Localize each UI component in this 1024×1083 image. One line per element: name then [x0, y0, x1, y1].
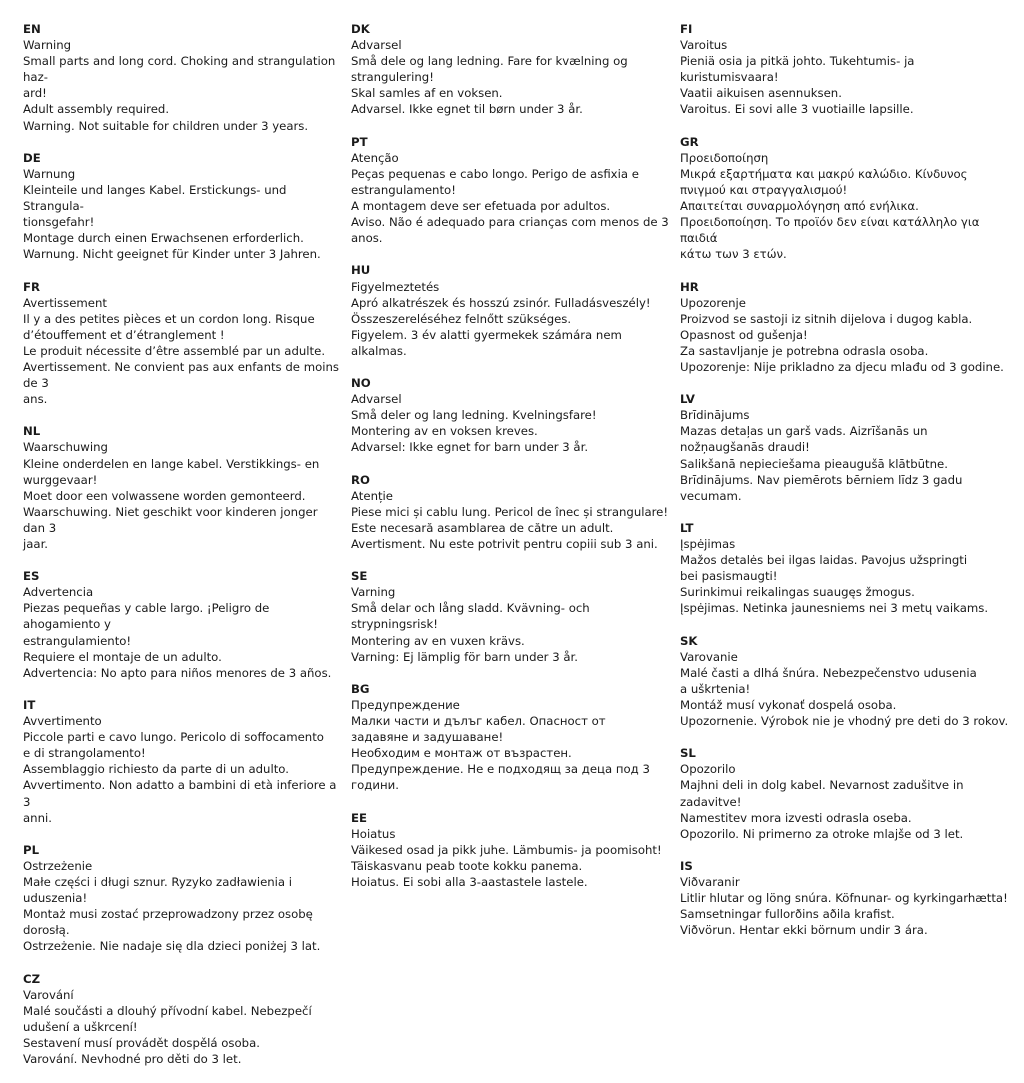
warning-heading: Įspėjimas: [680, 537, 736, 551]
warning-section-de: [23, 150, 341, 263]
warning-text-line: Kleinteile und langes Kabel. Erstickungs- und Strangula-: [23, 182, 291, 214]
warning-text-line: Advarsel. Ikke egnet til børn under 3 år.: [351, 102, 583, 117]
warning-text-line: Vaatii aikuisen asennuksen.: [680, 86, 842, 101]
warning-text-line: Kleine onderdelen en lange kabel. Verstikkings- en: [23, 456, 320, 471]
warning-text-line: Απαιτείται συναρμολόγηση από ενήλικα.: [680, 199, 919, 214]
warning-text-line: Za sastavljanje je potrebna odrasla osoba.: [680, 343, 929, 358]
warning-text-line: κάτω των 3 ετών.: [680, 247, 787, 262]
warning-text-line: Il y a des petites pièces et un cordon long. Risque: [23, 311, 315, 326]
warning-text-line: Litlir hlutar og löng snúra. Köfnunar- og kyrkingarhætta!: [680, 891, 1008, 906]
warning-heading: Brīdinājums: [680, 408, 750, 423]
language-code: BG: [351, 681, 370, 696]
warning-section-sk: [680, 633, 1010, 730]
warning-text-line: estrangulamento!: [351, 182, 456, 197]
warning-section-sl: [680, 745, 1010, 842]
warning-text-line: Aviso. Não é adequado para crianças com menos de 3: [351, 215, 669, 230]
warning-section-hu: [351, 262, 671, 359]
warning-text-line: Avertisment. Nu este potrivit pentru copiii sub 3 ani.: [351, 537, 658, 551]
warning-section-lv: [680, 391, 1010, 504]
warning-text-line: Μικρά εξαρτήματα και μακρύ καλώδιο. Κίνδυνος: [680, 166, 968, 181]
warning-text-line: Surinkimui reikalingas suaugęs žmogus.: [680, 585, 915, 600]
language-code: DE: [23, 150, 41, 165]
warning-heading: Waarschuwing: [23, 440, 108, 455]
warning-text-line: Összeszereléséhez felnőtt szükséges.: [351, 311, 572, 326]
warning-text-line: Malé součásti a dlouhý přívodní kabel. Nebezpečí: [23, 1003, 312, 1018]
language-code: LT: [680, 520, 694, 535]
warning-text-line: Varning: Ej lämplig för barn under 3 år.: [351, 649, 578, 664]
warning-text-line: Varování. Nevhodné pro děti do 3 let.: [23, 1052, 242, 1066]
language-code: NL: [23, 424, 41, 439]
warning-heading: Advarsel: [351, 38, 402, 53]
language-code: HU: [351, 263, 371, 278]
warning-text-line: Montage durch einen Erwachsenen erforderlich.: [23, 231, 304, 246]
language-code: DK: [351, 22, 370, 36]
warning-text-line: Ostrzeżenie. Nie nadaje się dla dzieci poniżej 3 lat.: [23, 939, 321, 954]
warning-text-line: Įspėjimas. Netinka jaunesniems nei 3 metų vaikams.: [680, 601, 989, 616]
warning-text-line: Small parts and long cord. Choking and strangulation haz-: [23, 54, 339, 85]
warning-text-line: Mažos detalės bei ilgas laidas. Pavojus užspringti: [680, 553, 968, 568]
language-code: PT: [351, 134, 368, 149]
language-code: FR: [23, 279, 40, 294]
warning-heading: Varovanie: [680, 649, 738, 664]
warning-heading: Ostrzeżenie: [23, 858, 93, 873]
column-middle: [351, 21, 671, 906]
warning-section-no: [351, 375, 671, 455]
warning-text-line: zadavitve!: [680, 794, 742, 809]
warning-text-line: Väikesed osad ja pikk juhe. Lämbumis- ja poomisoht!: [351, 842, 662, 857]
warning-section-ro: [351, 472, 671, 552]
warning-heading: Opozorilo: [680, 762, 736, 777]
warning-heading: Avertissement: [23, 295, 107, 310]
warning-text-line: d’étouffement et d’étranglement !: [23, 327, 225, 342]
language-code: IS: [680, 858, 693, 873]
warning-text-line: Montaż musi zostać przeprowadzony przez osobę: [23, 907, 313, 922]
warning-heading: Advertencia: [23, 585, 94, 600]
warning-section-lt: [680, 520, 1010, 617]
warning-text-line: Advertencia: No apto para niños menores de 3 años.: [23, 665, 332, 680]
warning-heading: Viðvaranir: [680, 874, 740, 889]
warning-text-line: Piccole parti e cavo lungo. Pericolo di soffocamento: [23, 730, 324, 745]
warning-text-line: e di strangolamento!: [23, 746, 146, 761]
warning-text-line: Необходим е монтаж от възрастен.: [351, 746, 572, 761]
warning-section-bg: [351, 681, 671, 794]
language-code: SK: [680, 633, 698, 648]
warning-heading: Предупреждение: [351, 697, 460, 712]
warning-text-line: Varoitus. Ei sovi alle 3 vuotiaille lapsille.: [680, 102, 914, 117]
warning-text-line: Upozorenje: Nije prikladno za djecu mlađu od 3 godine.: [680, 359, 1004, 374]
warning-section-hr: [680, 279, 1010, 376]
language-code: EE: [351, 810, 367, 825]
warning-heading: Warning: [23, 38, 72, 53]
column-right: [680, 21, 1010, 954]
warning-section-nl: [23, 423, 341, 552]
warning-heading: Figyelmeztetés: [351, 279, 440, 294]
warning-text-line: Salikšanā nepieciešama pieaugušā klātbūtne.: [680, 456, 948, 471]
warning-section-cz: [23, 971, 341, 1068]
warning-text-line: jaar.: [23, 537, 49, 551]
warning-text-line: Małe części i długi sznur. Ryzyko zadławienia i uduszenia!: [23, 874, 296, 906]
warning-text-line: Proizvod se sastoji iz sitnih dijelova i dugog kabla.: [680, 311, 973, 326]
warning-heading: Upozorenje: [680, 295, 746, 310]
language-code: SE: [351, 569, 368, 584]
warning-text-line: Piezas pequeñas y cable largo. ¡Peligro de ahogamiento y: [23, 601, 274, 632]
warning-text-line: wurggevaar!: [23, 472, 98, 487]
warning-text-line: Malé časti a dlhá šnúra. Nebezpečenstvo udusenia: [680, 665, 977, 680]
warning-text-line: Upozornenie. Výrobok nie je vhodný pre deti do 3 rokov.: [680, 714, 1009, 729]
warning-text-line: Advarsel: Ikke egnet for barn under 3 år.: [351, 440, 589, 455]
warning-text-line: Sestavení musí provádět dospělá osoba.: [23, 1035, 260, 1050]
warning-text-line: Samsetningar fullorðins aðila krafist.: [680, 907, 895, 922]
column-left: [23, 21, 341, 1083]
warning-text-line: Предупреждение. Не е подходящ за деца под 3 години.: [351, 762, 654, 793]
warning-text-line: Brīdinājums. Nav piemērots bērniem līdz 3 gadu vecumam.: [680, 472, 967, 503]
warning-text-line: Viðvörun. Hentar ekki börnum undir 3 ára.: [680, 923, 928, 938]
warning-section-it: [23, 697, 341, 826]
warning-text-line: estrangulamiento!: [23, 633, 132, 648]
warning-text-line: Moet door een volwassene worden gemonteerd.: [23, 488, 306, 503]
warning-text-line: Montering av en voksen kreves.: [351, 424, 538, 439]
language-code: ES: [23, 569, 40, 584]
warning-text-line: ans.: [23, 392, 48, 407]
warning-heading: Atenție: [351, 488, 393, 503]
warning-text-line: Warnung. Nicht geeignet für Kinder unter 3 Jahren.: [23, 247, 321, 262]
warning-heading: Προειδοποίηση: [680, 150, 769, 165]
warning-text-line: Avertissement. Ne convient pas aux enfants de moins de 3: [23, 359, 343, 391]
warning-text-line: πνιγμού και στραγγαλισμού!: [680, 182, 848, 197]
warning-text-line: Täiskasvanu peab toote kokku panema.: [351, 858, 583, 873]
warning-text-line: Små dele og lang ledning. Fare for kvælning og: [351, 54, 628, 69]
warning-text-line: Majhni deli in dolg kabel. Nevarnost zadušitve in: [680, 778, 964, 793]
warning-heading: Advarsel: [351, 392, 402, 407]
warning-heading: Atenção: [351, 150, 399, 165]
warning-text-line: Adult assembly required.: [23, 102, 170, 117]
warning-text-line: anos.: [351, 231, 383, 246]
warning-section-pt: [351, 134, 671, 247]
warning-text-line: Namestitev mora izvesti odrasla oseba.: [680, 810, 912, 825]
warning-text-line: Små deler og lang ledning. Kvelningsfare!: [351, 408, 597, 423]
warning-text-line: bei pasismaugti!: [680, 569, 778, 584]
warning-section-gr: [680, 134, 1010, 263]
warning-text-line: Προειδοποίηση. Το προϊόν δεν είναι κατάλληλο για παιδιά: [680, 215, 984, 246]
warning-heading: Avvertimento: [23, 714, 102, 729]
warning-text-line: Opozorilo. Ni primerno za otroke mlajše od 3 let.: [680, 826, 964, 841]
warning-heading: Varning: [351, 585, 396, 600]
warning-text-line: a uškrtenia!: [680, 681, 751, 696]
language-code: CZ: [23, 971, 41, 986]
warning-text-line: Le produit nécessite d’être assemblé par un adulte.: [23, 343, 326, 358]
warning-text-line: nožņaugšanās draudi!: [680, 440, 810, 455]
warning-text-line: Waarschuwing. Niet geschikt voor kinderen jonger dan 3: [23, 504, 322, 535]
warning-text-line: Skal samles af en voksen.: [351, 86, 503, 101]
warning-text-line: Requiere el montaje de un adulto.: [23, 649, 222, 664]
warning-section-dk: [351, 21, 671, 118]
warning-text-line: Opasnost od gušenja!: [680, 327, 808, 342]
warning-text-line: Avvertimento. Non adatto a bambini di età inferiore a 3: [23, 778, 341, 809]
warning-text-line: Assemblaggio richiesto da parte di un adulto.: [23, 762, 289, 777]
language-code: GR: [680, 134, 699, 149]
warning-text-line: Pieniä osia ja pitkä johto. Tukehtumis- ja kuristumisvaara!: [680, 54, 919, 85]
warning-section-ee: [351, 810, 671, 890]
warning-text-line: dorosłą.: [23, 923, 70, 938]
warning-heading: Hoiatus: [351, 826, 396, 841]
warning-section-es: [23, 568, 341, 681]
warning-section-is: [680, 858, 1010, 938]
warning-text-line: Mazas detaļas un garš vads. Aizrīšanās un: [680, 424, 928, 439]
warning-text-line: ard!: [23, 86, 47, 101]
warning-heading: Warnung: [23, 166, 76, 181]
warning-heading: Varoitus: [680, 38, 728, 53]
warning-text-line: strangulering!: [351, 70, 434, 85]
language-code: EN: [23, 22, 41, 36]
warning-text-line: Hoiatus. Ei sobi alla 3-aastastele lastele.: [351, 874, 588, 889]
language-code: PL: [23, 842, 40, 857]
warning-text-line: udušení a uškrcení!: [23, 1019, 138, 1034]
warning-text-line: Små delar och lång sladd. Kvävning- och strypningsrisk!: [351, 601, 594, 632]
warning-text-line: Малки части и дълъг кабел. Опасност от: [351, 714, 606, 729]
warning-text-line: Peças pequenas e cabo longo. Perigo de asfixia e: [351, 166, 639, 181]
warning-text-line: задавяне и задушаване!: [351, 730, 504, 745]
warning-text-line: tionsgefahr!: [23, 215, 95, 230]
warning-section-pl: [23, 842, 341, 955]
warning-text-line: Montáž musí vykonať dospelá osoba.: [680, 697, 897, 712]
language-code: LV: [680, 392, 695, 407]
language-code: HR: [680, 279, 699, 294]
language-code: RO: [351, 472, 370, 487]
warning-section-en: [23, 21, 341, 134]
warning-text-line: anni.: [23, 810, 52, 825]
warning-text-line: Piese mici și cablu lung. Pericol de înec și strangulare!: [351, 504, 669, 519]
warning-text-line: Apró alkatrészek és hosszú zsinór. Fulladásveszély!: [351, 295, 651, 310]
warning-section-se: [351, 568, 671, 665]
warning-text-line: Figyelem. 3 év alatti gyermekek számára nem alkalmas.: [351, 327, 626, 358]
language-code: NO: [351, 376, 371, 391]
language-code: FI: [680, 22, 693, 36]
warning-text-line: Warning. Not suitable for children under 3 years.: [23, 118, 309, 133]
warning-text-line: Montering av en vuxen krävs.: [351, 633, 525, 648]
warning-section-fi: [680, 21, 1010, 118]
warning-heading: Varování: [23, 987, 74, 1002]
language-code: SL: [680, 746, 696, 761]
warning-section-fr: [23, 279, 341, 408]
warning-text-line: A montagem deve ser efetuada por adultos.: [351, 199, 611, 214]
warning-text-line: Este necesară asamblarea de către un adult.: [351, 520, 614, 535]
language-code: IT: [23, 697, 36, 712]
